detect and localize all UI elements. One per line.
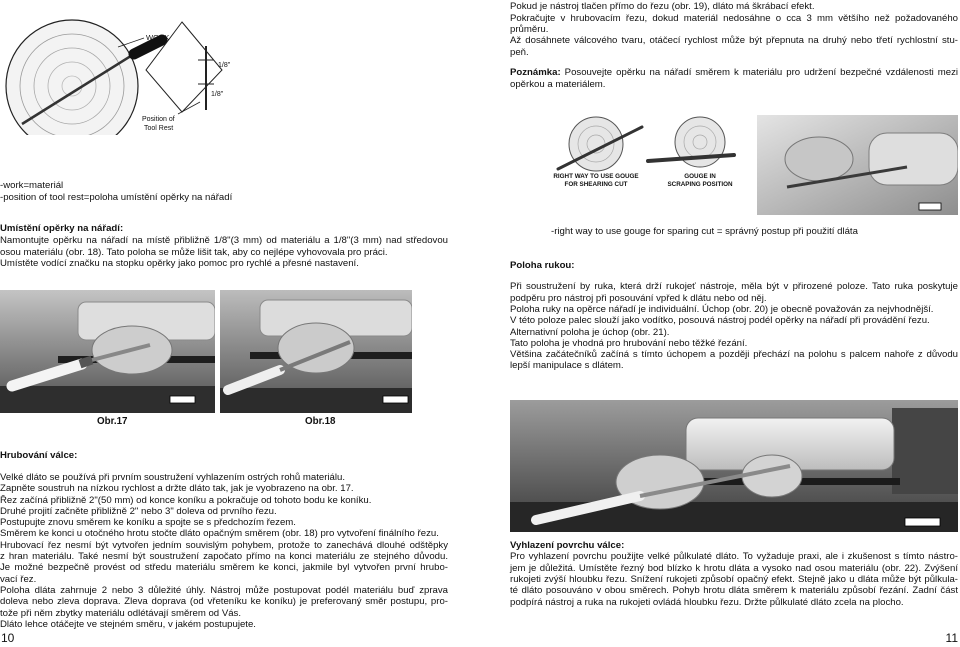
text-line: průměru. — [510, 23, 549, 35]
photo-fig18 — [220, 290, 412, 413]
text-line: tože při něm zbytky materiálu odlétávají směrem od Vás. — [0, 607, 242, 619]
text-line: Směrem ke konci u otočného hrotu stočte dláto opačným směrem (obr. 18) pro vytvoření finálního řezu. — [0, 528, 439, 540]
glossary-left — [0, 180, 448, 203]
text-line: Pro vyhlazení povrchu použijte velké půlkulaté dláto. To vyžaduje praxi, ale i zkušenost s tímto nástro- — [510, 551, 958, 563]
tool-rest-label-line1: Position of — [142, 116, 175, 123]
text-line: Alternativní poloha je úchop (obr. 21). — [510, 326, 670, 338]
tool-rest-body — [0, 235, 448, 269]
note-label: Poznámka: — [510, 67, 561, 79]
headstock — [892, 408, 958, 494]
smoothing-body — [510, 551, 958, 607]
text-line: Je možné bezpečně provést od středu materiálu směrem ke konci, jakmile byl vytvořen první hrubo- — [0, 562, 448, 574]
text-line: osou materiálu (obr. 18). Tato poloha se může lišit tak, aby co nejlépe vyhovovala pro práci. — [0, 246, 388, 258]
text-line: Poloha ruky na opěrce nářadí je individuální. Úchop (obr. 20) je obecně považován za nejvhodnější. — [510, 303, 934, 315]
tool-rest-diagram — [0, 0, 250, 135]
photo-fig17 — [0, 290, 215, 413]
photo-tag — [919, 203, 941, 210]
work-label: WORK — [146, 33, 170, 42]
text-line: jem je důležitá. Umístěte řezný bod blízko k hrotu dláta a vysoko nad osou materiálu (obr. 22). Zvýšení — [510, 562, 958, 574]
text-line: Tato poloha je vhodná pro hrubování nebo těžké řezání. — [510, 337, 748, 349]
caption-fig18: Obr.18 — [305, 416, 336, 427]
shearing-label-line1: RIGHT WAY TO USE GOUGE — [553, 173, 639, 180]
roughing-heading: Hrubování válce: — [0, 450, 78, 462]
text-line: podpěru pro nástroj při posouvání vpřed k dlátu nebo od něj. — [510, 292, 767, 304]
text-line: Zapněte soustruh na nízkou rychlost a držte dláto tak, jak je vyobrazeno na obr. 17. — [0, 483, 354, 495]
text-line: Při soustružení by ruka, která drží rukojeť nástroje, měla být v přirozené poloze. Tato ruka poskytuje — [510, 281, 958, 293]
text-line: Řez začíná přibližně 2"(50 mm) od konce koníku a pokračuje od tohoto bodu ke koníku. — [0, 494, 372, 506]
gouge-position-drawing — [548, 115, 755, 193]
note — [510, 67, 958, 90]
text-line: Druhé projití začněte přibližně 2" nebo 3" doleva od prvního řezu. — [0, 505, 277, 517]
hand-right — [742, 455, 802, 497]
hand — [785, 137, 853, 181]
tool-rest-leader — [178, 102, 200, 114]
page-number-right: 11 — [945, 631, 958, 645]
text-line: Umístěte vodící značku na stopku opěrky jako pomoc pro rychlé a přesné nastavení. — [0, 257, 359, 269]
text-line: Velké dláto se používá při prvním soustružení vyhlazením ostrých rohů materiálu. — [0, 472, 346, 483]
workpiece-end — [6, 20, 138, 135]
note-second-line: opěrkou a materiálem. — [510, 78, 606, 90]
text-line: Až dosáhnete válcového tvaru, otáčecí rychlost může být přepnuta na druhý nebo třetí rychlostní stu- — [510, 35, 958, 47]
photo-gouge-cut — [757, 115, 958, 215]
text-line: -position of tool rest=poloha umístění opěrky na nářadí — [0, 191, 233, 203]
text-line: Postupujte znovu směrem ke koníku a spojte se s předchozím řezem. — [0, 517, 296, 529]
text-line: Poloha dláta zahrnuje 2 nebo 3 důležité úhly. Nástroj může postupovat podél materiálu buď zprava — [0, 584, 448, 596]
tool-rest-label-line2: Tool Rest — [144, 125, 174, 132]
hand-position-heading: Poloha rukou: — [510, 260, 575, 272]
text-line: Pokud je nástroj tlačen přímo do řezu (obr. 19), dláto má škrábací efekt. — [510, 1, 815, 13]
note-first-line — [510, 67, 958, 78]
text-line: lepší manipulace s dlátem. — [510, 360, 624, 372]
text-line: té dláto posouváno v obou směrech. Pohyb hrotu dláta směrem k materiálu způsobí řezání. Zadní část — [510, 585, 958, 597]
shearing-label-line2: FOR SHEARING CUT — [564, 181, 628, 188]
text-line: -work=materiál — [0, 180, 64, 192]
text-line: peň. — [510, 46, 529, 58]
text-line: podpírá nástroj a ruka na rukojeti ovládá hloubku řezu. Držte půlkulaté dláto zcela na plocho. — [510, 596, 904, 608]
photo-tag — [905, 518, 940, 526]
gap-lower-label: 1/8" — [211, 91, 224, 98]
text-line: rukojeti zvýší hloubku řezu. Snížení rukojeti způsobí opačný efekt. Stejně jako u dláta může být půlkula- — [510, 573, 958, 585]
scraping-label-line1: GOUGE IN — [684, 173, 716, 180]
wood-cylinder — [869, 133, 958, 185]
hand-position-body — [510, 281, 958, 371]
text-line: Hrubovací řez nesmí být vytvořen jedním souvislým pohybem, protože to zanechává dlouhé odštěpky — [0, 539, 448, 551]
intro-text — [510, 1, 958, 57]
text-line: Namontujte opěrku na nářadí na místě přibližně 1/8"(3 mm) od materiálu a 1/8"(3 mm) nad středovou — [0, 235, 448, 247]
text-line: z hran materiálu. Také nesmí být soustružení započato přímo na konci materiálu ze stejného důvodu. — [0, 551, 448, 563]
gouge-handle — [134, 40, 162, 54]
page-number-left: 10 — [1, 631, 15, 645]
text-line: doleva nebo zleva doprava. Zleva doprava (od vřeteníku ke koníku) je preferovaný směr postupu, pro- — [0, 596, 448, 608]
glossary-right: -right way to use gouge for sparing cut = správný postup při použití dláta — [551, 226, 858, 238]
shearing-workpiece — [569, 117, 623, 171]
photo-tag — [170, 396, 195, 403]
tool-ferrule — [80, 360, 92, 364]
scraping-label-line2: SCRAPING POSITION — [667, 181, 733, 188]
tool-rest-heading: Umístění opěrky na nářadí: — [0, 223, 124, 235]
photo-tag — [383, 396, 408, 403]
gap-upper-label: 1/8" — [218, 62, 231, 69]
photo-smoothing — [510, 400, 958, 532]
roughing-body — [0, 472, 448, 630]
text-line: V této poloze palec slouží jako vodítko, posouvá nástroj podél opěrky na nářadí při provádění řezu. — [510, 315, 930, 327]
text-line: Většina začátečníků začíná s tímto úchopem a později přechází na polohu s palcem nahoře z důvodu — [510, 349, 958, 361]
note-text: Posouvejte opěrku na nářadí směrem k materiálu pro udržení bezpečné vzdálenosti mezi — [564, 67, 959, 79]
text-line: vací řez. — [0, 573, 37, 585]
smoothing-heading: Vyhlazení povrchu válce: — [510, 540, 625, 552]
text-line: Pokračujte v hrubovacím řezu, dokud materiál nedosáhne o cca 3 mm většího než požadovaného — [510, 12, 958, 24]
caption-fig17: Obr.17 — [97, 416, 128, 427]
text-line: Dláto lehce otáčejte ve stejném směru, v jakém postupujete. — [0, 618, 256, 630]
